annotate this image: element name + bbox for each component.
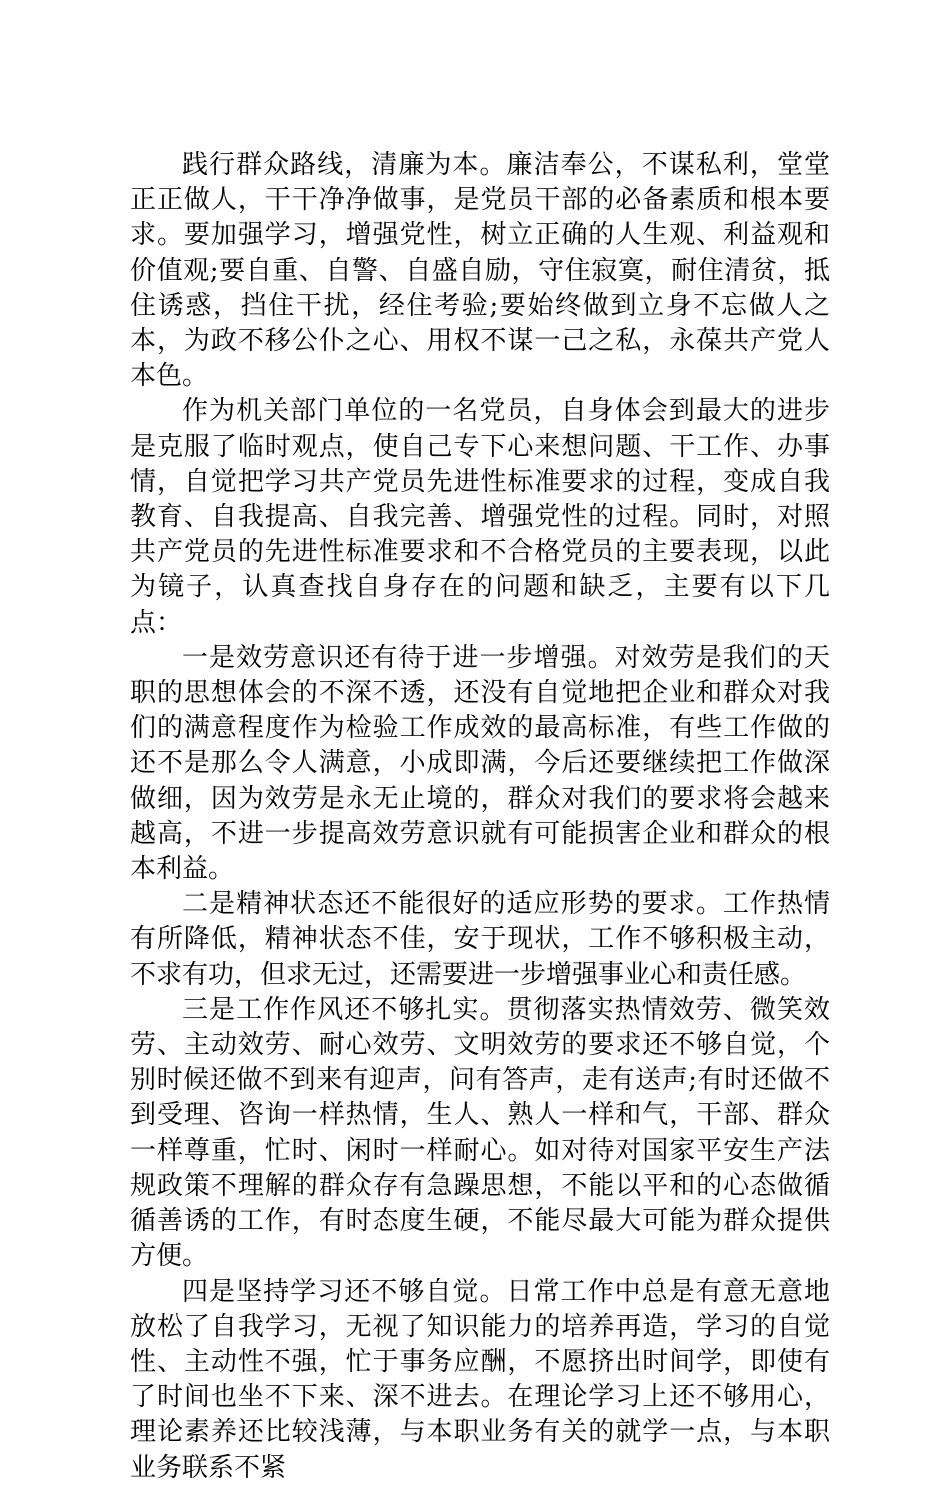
paragraph-5: 三是工作作风还不够扎实。贯彻落实热情效劳、微笑效劳、主动效劳、耐心效劳、文明效劳的要求还不够自觉，个别时候还做不到来有迎声，问有答声，走有送声;有时还做不到受理、咨询一样热情，生人、熟人一样和气，干部、群众一样尊重，忙时、闲时一样耐心。如对待对国家平安生产法规政策不理解的群众存有急躁思想，不能以平和的心态做循循善诱的工作，有时态度生硬，不能尽最大可能为群众提供方便。 [130, 994, 830, 1272]
paragraph-1: 践行群众路线，清廉为本。廉洁奉公，不谋私利，堂堂正正做人，干干净净做事，是党员干部的必备素质和根本要求。要加强学习，增强党性，树立正确的人生观、利益观和价值观;要自重、自警、自盛自励，守住寂寞，耐住清贫，抵住诱惑，挡住干扰，经住考验;要始终做到立身不忘做人之本，为政不移公仆之心、用权不谋一己之私，永葆共产党人本色。 [130, 150, 830, 392]
paragraph-6: 四是坚持学习还不够自觉。日常工作中总是有意无意地放松了自我学习，无视了知识能力的培养再造，学习的自觉性、主动性不强，忙于事务应酬，不愿挤出时间学，即使有了时间也坐不下来、深不进去。在理论学习上还不够用心，理论素养还比较浅薄，与本职业务有关的就学一点，与本职业务联系不紧 [130, 1276, 830, 1483]
paragraph-2: 作为机关部门单位的一名党员，自身体会到最大的进步是克服了临时观点，使自己专下心来想问题、干工作、办事情，自觉把学习共产党员先进性标准要求的过程，变成自我教育、自我提高、自我完善、增强党性的过程。同时，对照共产党员的先进性标准要求和不合格党员的主要表现，以此为镜子，认真查找自身存在的问题和缺乏，主要有以下几点： [130, 396, 830, 638]
paragraph-3: 一是效劳意识还有待于进一步增强。对效劳是我们的天职的思想体会的不深不透，还没有自觉地把企业和群众对我们的满意程度作为检验工作成效的最高标准，有些工作做的还不是那么令人满意，小成即满，今后还要继续把工作做深做细，因为效劳是永无止境的，群众对我们的要求将会越来越高，不进一步提高效劳意识就有可能损害企业和群众的根本利益。 [130, 642, 830, 885]
paragraph-4: 二是精神状态还不能很好的适应形势的要求。工作热情有所降低，精神状态不佳，安于现状，工作不够积极主动，不求有功，但求无过，还需要进一步增强事业心和责任感。 [130, 889, 830, 990]
document-body [130, 148, 830, 1486]
